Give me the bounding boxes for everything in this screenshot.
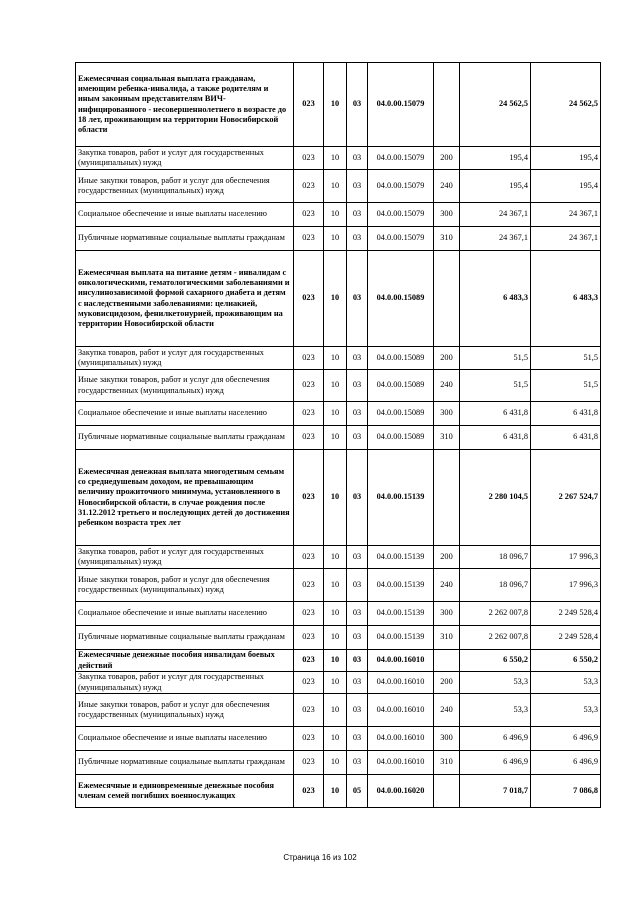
ministry-code-cell: 023 (294, 569, 324, 602)
item-name-cell: Публичные нормативные социальные выплаты гражданам (76, 751, 294, 775)
target-article-cell: 04.0.00.15079 (368, 227, 434, 251)
table-row (76, 63, 601, 147)
expense-type-cell: 300 (434, 727, 460, 751)
subsection-code-cell: 03 (347, 751, 368, 775)
amount-year2-cell: 6 496,9 (531, 751, 601, 775)
amount-year1-cell: 195,4 (460, 170, 531, 203)
amount-year1-cell: 6 496,9 (460, 751, 531, 775)
subsection-code-cell: 03 (347, 147, 368, 170)
expense-type-cell: 310 (434, 227, 460, 251)
amount-year2-cell: 24 367,1 (531, 203, 601, 227)
subsection-code-cell: 03 (347, 626, 368, 650)
amount-year2-cell: 6 431,8 (531, 426, 601, 450)
target-article-cell: 04.0.00.16010 (368, 694, 434, 727)
amount-year1-cell: 6 550,2 (460, 650, 531, 672)
budget-table-body (76, 63, 601, 808)
amount-year1-cell: 24 562,5 (460, 63, 531, 147)
amount-year1-cell: 24 367,1 (460, 227, 531, 251)
amount-year2-cell: 2 249 528,4 (531, 626, 601, 650)
item-name-cell: Социальное обеспечение и иные выплаты населению (76, 402, 294, 426)
expense-type-cell (434, 450, 460, 546)
section-code-cell: 10 (324, 450, 347, 546)
table-row (76, 203, 601, 227)
subsection-code-cell: 03 (347, 170, 368, 203)
amount-year2-cell: 17 996,3 (531, 569, 601, 602)
table-row (76, 347, 601, 370)
target-article-cell: 04.0.00.15079 (368, 63, 434, 147)
amount-year1-cell: 53,3 (460, 672, 531, 694)
expense-type-cell: 240 (434, 170, 460, 203)
ministry-code-cell: 023 (294, 147, 324, 170)
expense-type-cell: 310 (434, 426, 460, 450)
table-row (76, 650, 601, 672)
section-code-cell: 10 (324, 402, 347, 426)
ministry-code-cell: 023 (294, 63, 324, 147)
item-name-cell: Публичные нормативные социальные выплаты гражданам (76, 426, 294, 450)
amount-year2-cell: 195,4 (531, 147, 601, 170)
target-article-cell: 04.0.00.16010 (368, 727, 434, 751)
expense-type-cell (434, 251, 460, 347)
subsection-code-cell: 03 (347, 402, 368, 426)
budget-table (75, 62, 601, 808)
section-code-cell: 10 (324, 251, 347, 347)
section-code-cell: 10 (324, 546, 347, 569)
amount-year2-cell: 6 431,8 (531, 402, 601, 426)
ministry-code-cell: 023 (294, 450, 324, 546)
section-code-cell: 10 (324, 370, 347, 402)
item-name-cell: Ежемесячные денежные пособия инвалидам боевых действий (76, 650, 294, 672)
target-article-cell: 04.0.00.16010 (368, 672, 434, 694)
section-code-cell: 10 (324, 626, 347, 650)
table-row (76, 672, 601, 694)
item-name-cell: Иные закупки товаров, работ и услуг для обеспечения государственных (муниципальных) нужд (76, 694, 294, 727)
expense-type-cell: 310 (434, 751, 460, 775)
item-name-cell: Иные закупки товаров, работ и услуг для обеспечения государственных (муниципальных) нужд (76, 170, 294, 203)
ministry-code-cell: 023 (294, 402, 324, 426)
ministry-code-cell: 023 (294, 602, 324, 626)
item-name-cell: Социальное обеспечение и иные выплаты населению (76, 727, 294, 751)
subsection-code-cell: 03 (347, 203, 368, 227)
section-code-cell: 10 (324, 727, 347, 751)
target-article-cell: 04.0.00.16010 (368, 751, 434, 775)
target-article-cell: 04.0.00.15089 (368, 426, 434, 450)
amount-year2-cell: 6 483,3 (531, 251, 601, 347)
target-article-cell: 04.0.00.15089 (368, 347, 434, 370)
table-row (76, 170, 601, 203)
item-name-cell: Ежемесячная денежная выплата многодетным семьям со среднедушевым доходом, не превышающим величину прожиточного минимума, установленного в Новосибирской области, в случае рождения после 31.12.2012 третьего и последующих детей до достижения ребенком возраста трех лет (76, 450, 294, 546)
table-row (76, 370, 601, 402)
amount-year1-cell: 6 431,8 (460, 426, 531, 450)
amount-year1-cell: 195,4 (460, 147, 531, 170)
ministry-code-cell: 023 (294, 694, 324, 727)
amount-year1-cell: 53,3 (460, 694, 531, 727)
ministry-code-cell: 023 (294, 751, 324, 775)
section-code-cell: 10 (324, 147, 347, 170)
amount-year1-cell: 24 367,1 (460, 203, 531, 227)
section-code-cell: 10 (324, 694, 347, 727)
ministry-code-cell: 023 (294, 546, 324, 569)
amount-year2-cell: 2 267 524,7 (531, 450, 601, 546)
item-name-cell: Ежемесячные и единовременные денежные пособия членам семей погибших военнослужащих (76, 775, 294, 808)
item-name-cell: Закупка товаров, работ и услуг для государственных (муниципальных) нужд (76, 147, 294, 170)
subsection-code-cell: 03 (347, 650, 368, 672)
subsection-code-cell: 03 (347, 251, 368, 347)
item-name-cell: Иные закупки товаров, работ и услуг для обеспечения государственных (муниципальных) нужд (76, 370, 294, 402)
amount-year2-cell: 53,3 (531, 694, 601, 727)
subsection-code-cell: 03 (347, 602, 368, 626)
section-code-cell: 10 (324, 227, 347, 251)
ministry-code-cell: 023 (294, 170, 324, 203)
item-name-cell: Ежемесячная выплата на питание детям - инвалидам с онкологическими, гематологическими заболеваниями и инсулинозависимой формой сахарного диабета и детям с наследственными заболеваниями: целиакией, муковисцидозом, фенилкетонурией, проживающим на территории Новосибирской области (76, 251, 294, 347)
amount-year2-cell: 24 367,1 (531, 227, 601, 251)
target-article-cell: 04.0.00.15139 (368, 569, 434, 602)
expense-type-cell: 240 (434, 694, 460, 727)
ministry-code-cell: 023 (294, 775, 324, 808)
expense-type-cell (434, 63, 460, 147)
expense-type-cell: 300 (434, 602, 460, 626)
table-row (76, 602, 601, 626)
expense-type-cell: 200 (434, 546, 460, 569)
item-name-cell: Публичные нормативные социальные выплаты гражданам (76, 626, 294, 650)
subsection-code-cell: 03 (347, 227, 368, 251)
table-row (76, 147, 601, 170)
target-article-cell: 04.0.00.16010 (368, 650, 434, 672)
target-article-cell: 04.0.00.15089 (368, 251, 434, 347)
amount-year2-cell: 2 249 528,4 (531, 602, 601, 626)
subsection-code-cell: 05 (347, 775, 368, 808)
expense-type-cell: 240 (434, 370, 460, 402)
subsection-code-cell: 03 (347, 672, 368, 694)
ministry-code-cell: 023 (294, 203, 324, 227)
amount-year1-cell: 6 496,9 (460, 727, 531, 751)
amount-year1-cell: 2 262 007,8 (460, 602, 531, 626)
target-article-cell: 04.0.00.15139 (368, 602, 434, 626)
subsection-code-cell: 03 (347, 63, 368, 147)
item-name-cell: Иные закупки товаров, работ и услуг для обеспечения государственных (муниципальных) нужд (76, 569, 294, 602)
amount-year2-cell: 51,5 (531, 370, 601, 402)
ministry-code-cell: 023 (294, 347, 324, 370)
amount-year2-cell: 53,3 (531, 672, 601, 694)
ministry-code-cell: 023 (294, 426, 324, 450)
expense-type-cell: 200 (434, 347, 460, 370)
section-code-cell: 10 (324, 569, 347, 602)
amount-year2-cell: 51,5 (531, 347, 601, 370)
amount-year1-cell: 18 096,7 (460, 546, 531, 569)
amount-year2-cell: 24 562,5 (531, 63, 601, 147)
target-article-cell: 04.0.00.15079 (368, 170, 434, 203)
amount-year1-cell: 51,5 (460, 370, 531, 402)
table-row (76, 775, 601, 808)
table-row (76, 751, 601, 775)
table-row (76, 426, 601, 450)
section-code-cell: 10 (324, 775, 347, 808)
item-name-cell: Закупка товаров, работ и услуг для государственных (муниципальных) нужд (76, 546, 294, 569)
table-row (76, 402, 601, 426)
expense-type-cell (434, 650, 460, 672)
ministry-code-cell: 023 (294, 251, 324, 347)
subsection-code-cell: 03 (347, 694, 368, 727)
subsection-code-cell: 03 (347, 426, 368, 450)
table-row (76, 450, 601, 546)
item-name-cell: Закупка товаров, работ и услуг для государственных (муниципальных) нужд (76, 672, 294, 694)
amount-year2-cell: 6 550,2 (531, 650, 601, 672)
amount-year1-cell: 18 096,7 (460, 569, 531, 602)
item-name-cell: Социальное обеспечение и иные выплаты населению (76, 203, 294, 227)
item-name-cell: Закупка товаров, работ и услуг для государственных (муниципальных) нужд (76, 347, 294, 370)
section-code-cell: 10 (324, 347, 347, 370)
table-row (76, 694, 601, 727)
expense-type-cell (434, 775, 460, 808)
section-code-cell: 10 (324, 170, 347, 203)
target-article-cell: 04.0.00.15079 (368, 203, 434, 227)
amount-year2-cell: 7 086,8 (531, 775, 601, 808)
expense-type-cell: 300 (434, 203, 460, 227)
ministry-code-cell: 023 (294, 626, 324, 650)
section-code-cell: 10 (324, 203, 347, 227)
subsection-code-cell: 03 (347, 546, 368, 569)
section-code-cell: 10 (324, 602, 347, 626)
target-article-cell: 04.0.00.15089 (368, 370, 434, 402)
amount-year1-cell: 2 262 007,8 (460, 626, 531, 650)
subsection-code-cell: 03 (347, 569, 368, 602)
amount-year1-cell: 6 431,8 (460, 402, 531, 426)
subsection-code-cell: 03 (347, 347, 368, 370)
subsection-code-cell: 03 (347, 450, 368, 546)
section-code-cell: 10 (324, 650, 347, 672)
amount-year2-cell: 17 996,3 (531, 546, 601, 569)
amount-year1-cell: 2 280 104,5 (460, 450, 531, 546)
ministry-code-cell: 023 (294, 650, 324, 672)
amount-year1-cell: 7 018,7 (460, 775, 531, 808)
amount-year1-cell: 51,5 (460, 347, 531, 370)
amount-year1-cell: 6 483,3 (460, 251, 531, 347)
item-name-cell: Публичные нормативные социальные выплаты гражданам (76, 227, 294, 251)
expense-type-cell: 310 (434, 626, 460, 650)
item-name-cell: Ежемесячная социальная выплата гражданам, имеющим ребенка-инвалида, а также родителям и иным законным представителям ВИЧ-инфицированного - несовершеннолетнего в возрасте до 18 лет, проживающим на территории Новосибирской области (76, 63, 294, 147)
target-article-cell: 04.0.00.15139 (368, 546, 434, 569)
table-row (76, 227, 601, 251)
amount-year2-cell: 195,4 (531, 170, 601, 203)
section-code-cell: 10 (324, 672, 347, 694)
section-code-cell: 10 (324, 63, 347, 147)
table-row (76, 569, 601, 602)
expense-type-cell: 300 (434, 402, 460, 426)
ministry-code-cell: 023 (294, 370, 324, 402)
target-article-cell: 04.0.00.15139 (368, 450, 434, 546)
item-name-cell: Социальное обеспечение и иные выплаты населению (76, 602, 294, 626)
subsection-code-cell: 03 (347, 370, 368, 402)
expense-type-cell: 200 (434, 672, 460, 694)
ministry-code-cell: 023 (294, 227, 324, 251)
subsection-code-cell: 03 (347, 727, 368, 751)
table-row (76, 727, 601, 751)
target-article-cell: 04.0.00.15139 (368, 626, 434, 650)
ministry-code-cell: 023 (294, 727, 324, 751)
target-article-cell: 04.0.00.15079 (368, 147, 434, 170)
ministry-code-cell: 023 (294, 672, 324, 694)
expense-type-cell: 240 (434, 569, 460, 602)
target-article-cell: 04.0.00.16020 (368, 775, 434, 808)
section-code-cell: 10 (324, 426, 347, 450)
expense-type-cell: 200 (434, 147, 460, 170)
section-code-cell: 10 (324, 751, 347, 775)
page-number: Страница 16 из 102 (283, 853, 357, 862)
table-row (76, 626, 601, 650)
table-row (76, 251, 601, 347)
target-article-cell: 04.0.00.15089 (368, 402, 434, 426)
amount-year2-cell: 6 496,9 (531, 727, 601, 751)
table-row (76, 546, 601, 569)
